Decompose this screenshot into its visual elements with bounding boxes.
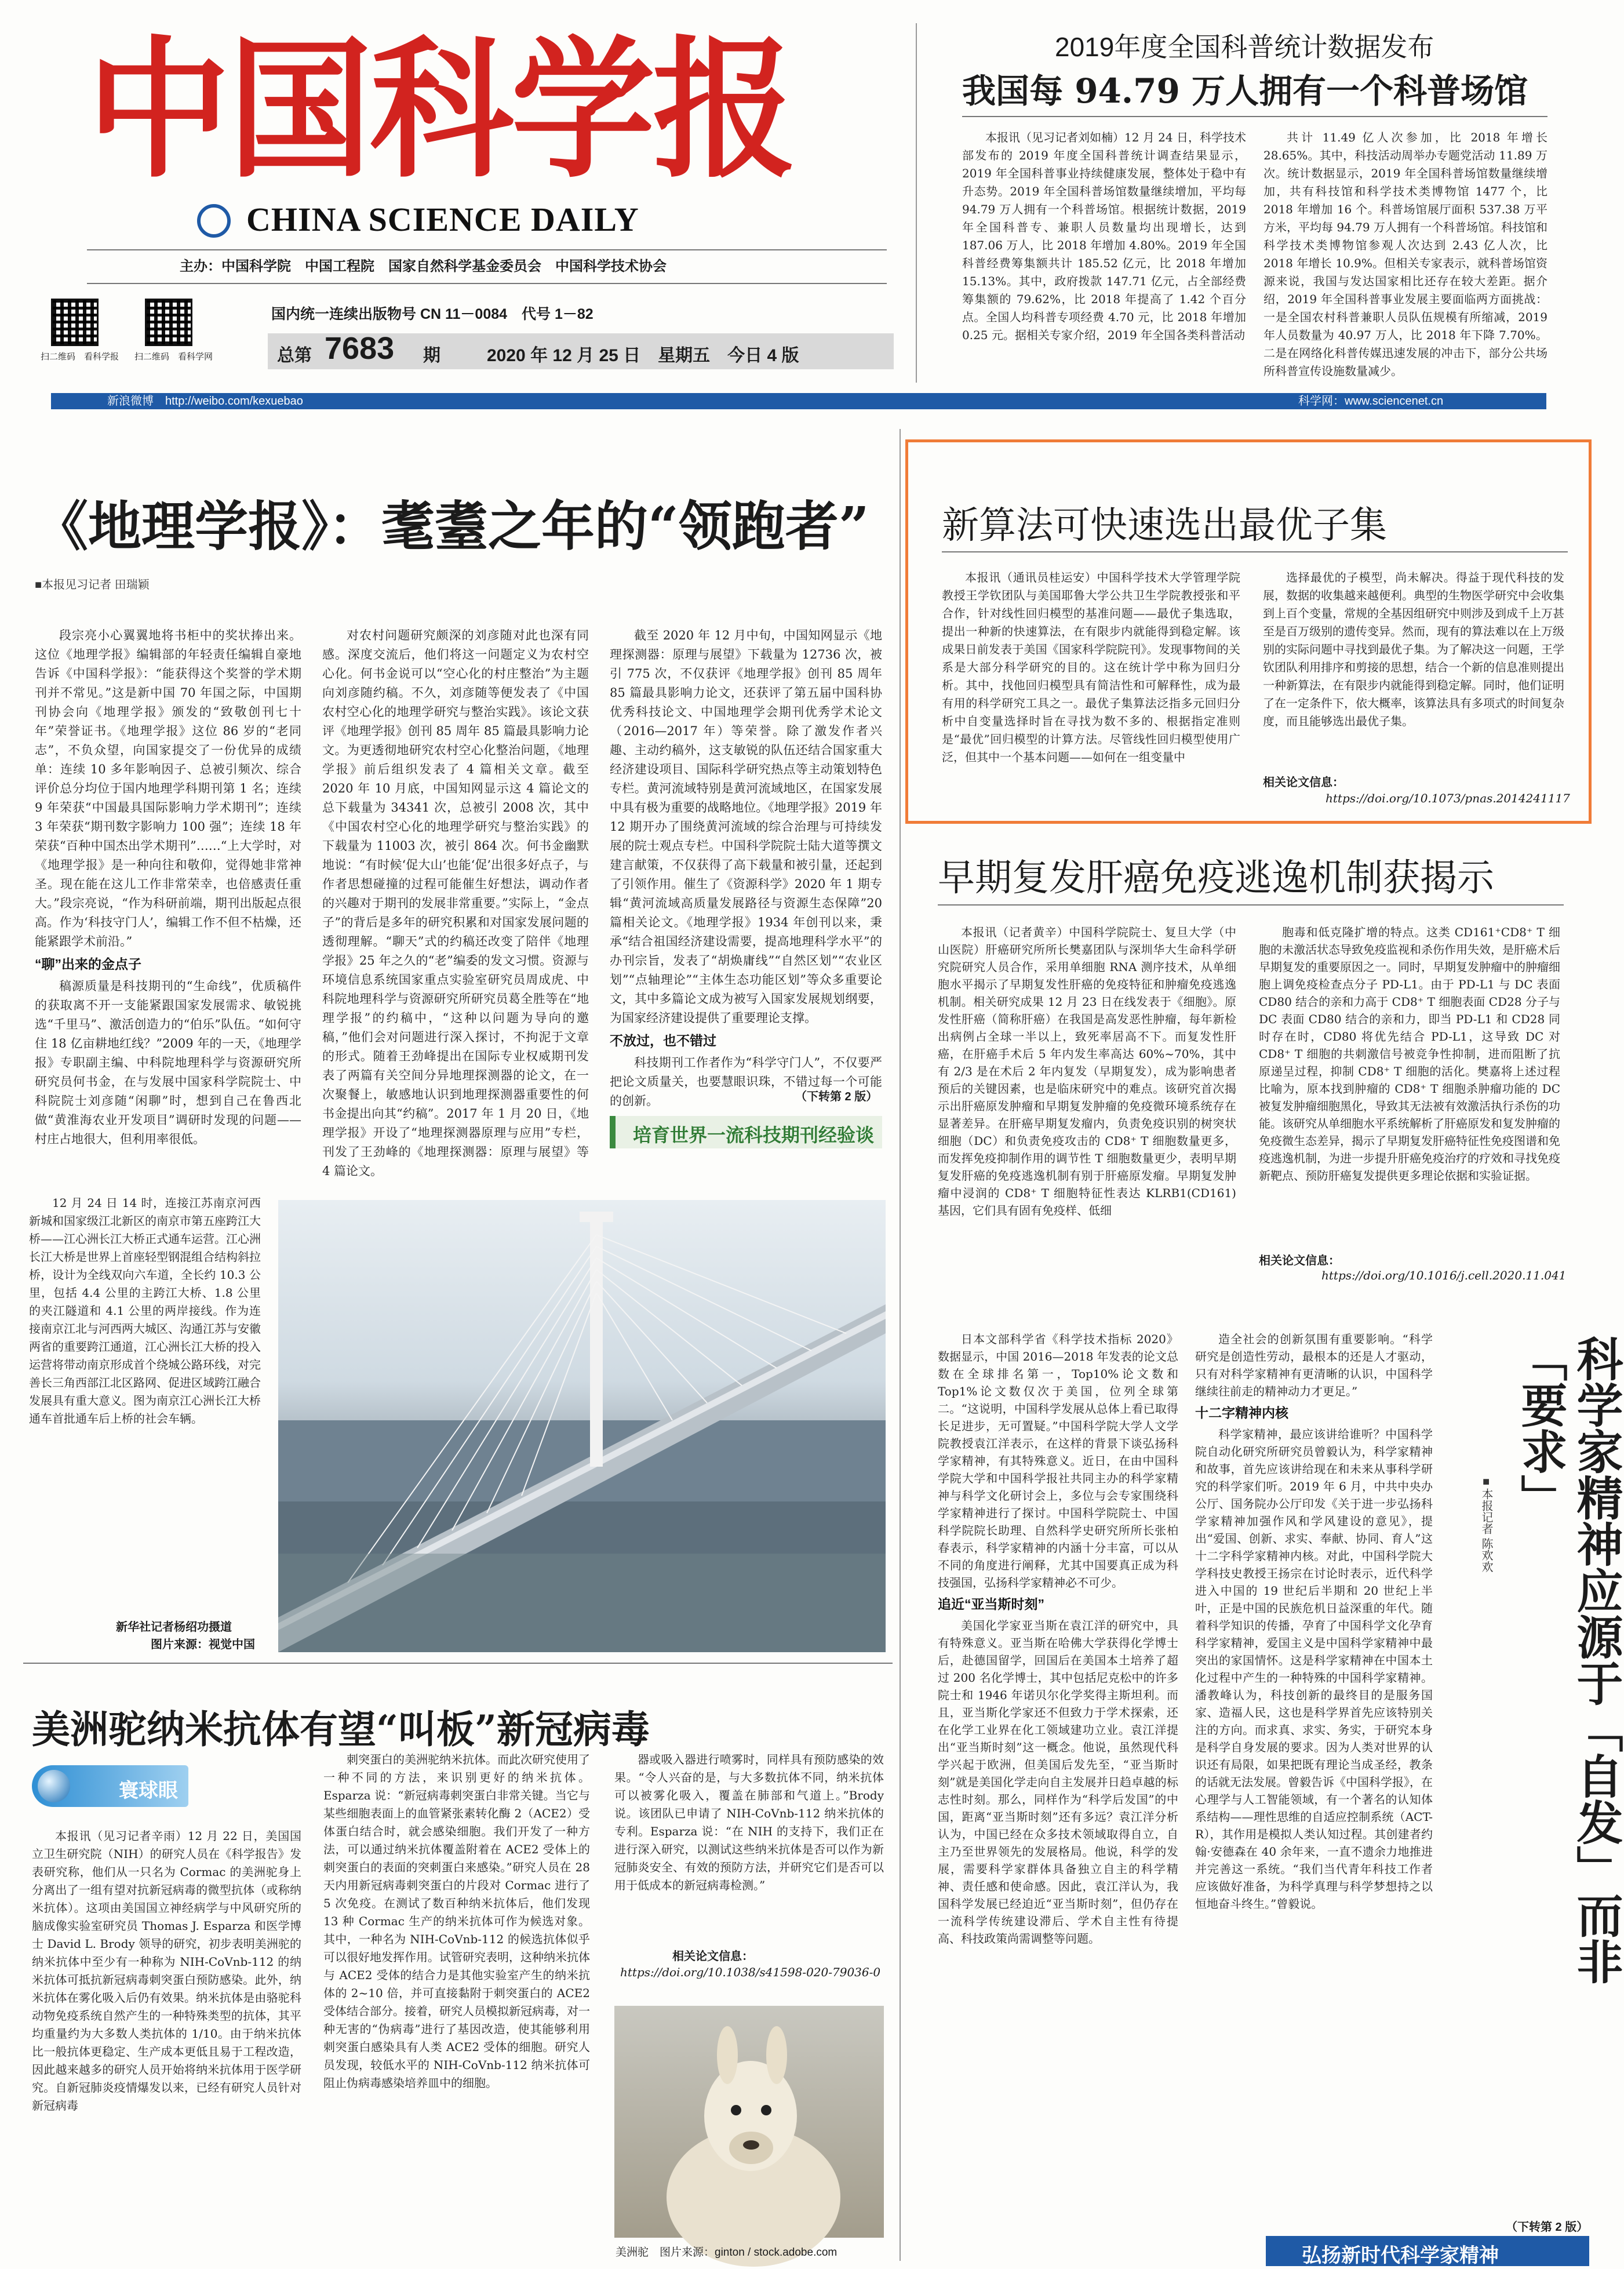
website-link[interactable]: 科学网：www.sciencenet.cn xyxy=(1298,395,1444,408)
llama-caption: 美洲驼 图片来源：ginton / stock.adobe.com xyxy=(616,2246,838,2259)
algo-col-1: 本报讯（通讯员桂运安）中国科学技术大学管理学院教授王学钦团队与美国耶鲁大学公共卫生学院教授张和平合作，针对线性回归模型的基准问题——最优子集选取，提出一种新的快速算法，在有限步内就能得到稳定解。该成果日前发表于美国《国家科学院院刊》。发现事物间的关系是大部分科学研究的目的。这在统计学中称为回归分析。其中，找他回归模型具有简洁性和可解释性，成为最有用的科学研究工具之一。最优子集算法泛指多元回归分析中自变量选择时旨在寻找为数不多的、根据指定准则是“最优”回归模型的计算方法。尽管线性回归模型使用广泛，但其中一个基本问题——如何在一组变量中 xyxy=(942,570,1240,764)
qr-code-newspaper[interactable] xyxy=(51,299,99,346)
algo-col-2: 选择最优的子模型，尚未解决。得益于现代科技的发展，数据的收集越来越便利。典型的生物医学研究中会收集到上百个变量，常规的全基因组研究中则涉及到成千上万甚至是百万级别的遗传变异。然而，现有的算法难以在上万级别的实际问题中寻找到最优子集。为了解决这一问题，王学钦团队利用排序和剪接的思想，结合一个新的信息准则提出一种新算法，在有限步内就能得到稳定解。同时，他们证明了在一定条件下，依大概率，该算法具有多项式的时间复杂度，而且能够选出最优子集。 xyxy=(1263,570,1564,728)
geo-story xyxy=(0,429,901,1177)
liver-title[interactable]: 早期复发肝癌免疫逃逸机制获揭示 xyxy=(938,857,1494,899)
spirit-col-2-text: 造全社会的创新氛围有重要影响。“科学研究是创造性劳动，最根本的还是人才驱动，只有对科学家精神有更清晰的认识，中国科学继续往前走的精神动力才更足。” xyxy=(1195,1332,1433,1398)
geo-byline: ■本报见习记者 田瑞颖 xyxy=(35,579,150,591)
bridge-illustration xyxy=(278,1200,886,1652)
top-story xyxy=(933,17,1547,388)
qr-code-sciencenet[interactable] xyxy=(145,299,192,346)
geo-col-1b-text: 稿源质量是科技期刊的“生命线”，优质稿件的获取离不开一支能紧跟国家发展需求、敏锐挑选“千里马”、激活创造力的“伯乐”队伍。“如何守住 18 亿亩耕地红线？”2009 年的一天，《地理学报》专职副主编、中科院地理科学与资源研究所研究员何书金，在与发展中国家科学院院士、中科院院士刘彦随“闲聊”时，想到自己在鲁西北做“黄淮海农业开发项目”调研时发现的问题——村庄占地很大，但利用率很低。 xyxy=(35,979,301,1146)
llama-photo xyxy=(614,2006,884,2238)
geo-subhead-2: 不放过，也不错过 xyxy=(610,1033,716,1048)
geo-continued: （下转第 2 版） xyxy=(795,1090,878,1103)
masthead-emblem-icon xyxy=(197,204,231,238)
antibody-title[interactable]: 美洲驼纳米抗体有望“叫板”新冠病毒 xyxy=(32,1707,650,1752)
geo-col-2-text: 对农村问题研究颇深的刘彦随对此也深有同感。深度交流后，他们将这一问题定义为农村空心化。何书金说可以“空心化的村庄整治”为主题向刘彦随约稿。不久，刘彦随等便发表了《中国农村空心化的地理学研究与整治实践》。该论文获评《地理学报》创刊 85 周年 85 篇最具影响力论文。为更透彻地研究农村空心化整治问题，《地理学报》前后组织发表了 4 篇相关文章。截至 2020 年 10 月底，中国知网显示这 4 篇论文的总下载量为 34341 次，总被引 2008 次，其中《中国农村空心化的地理学研究与整治实践》的下载量为 11003 次，被引 864 次。何书金幽默地说：“有时候‘促大山’也能‘促’出很多好点子，与作者思想碰撞的过程可能催生好想法，调动作者的兴趣对于期刊的发展非常重要。”实际上，“金点子”的背后是多年的研究积累和对国家发展问题的透彻理解。“聊天”式的约稿还改变了陪伴《地理学报》25 年之久的“老”编委的发文习惯。资源与环境信息系统国家重点实验室研究员周成虎、中科院地理科学与资源研究所研究员葛全胜等在“地理学报”的约稿中，“这种以问题为导向的邀稿，”他们会对问题进行深入探讨，不拘泥于文章的形式。随着王劲峰提出在国际专业权威期刊发表了两篇有关空间分异地理探测器的论文，在一次聚餐上，敏感地认识到地理探测器重要性的何书金提出向其“约稿”。2017 年 1 月 20 日，《地理学报》开设了“地理探测器原理与应用”专栏，刊发了王劲峰的《地理探测器：原理与展望》等 4 篇论文。 xyxy=(322,628,589,1178)
antibody-col-1: 本报讯（见习记者辛雨）12 月 22 日，美国国立卫生研究院（NIH）的研究人员在《科学报告》发表研究称，他们从一只名为 Cormac 的美洲驼身上分离出了一组有望对抗新冠病毒的微型抗体（或称纳米抗体）。这项由美国国立神经病学与中风研究所的脑成像实验室研究员 Thomas J. Esparza 和医学博士 David L. Brody 领导的研究，初步表明美洲驼的纳米抗体中至少有一种称为 NIH-CoVnb-112 的纳米抗体可抵抗新冠病毒刺突蛋白预防感染。此外，纳米抗体在雾化吸入后仍有效果。纳米抗体是由骆驼科动物免疫系统自然产生的一种特殊类型的抗体，其平均重量约为大多数人类抗体的 1/10。由于纳米抗体比一般抗体更稳定、生产成本更低且易于工程改造，因此越来越多的研究人员开始将纳米抗体用于医学研究。自新冠肺炎疫情爆发以来，已经有研究人员针对新冠病毒 xyxy=(32,1829,301,2112)
algo-story[interactable] xyxy=(905,439,1592,824)
bridge-caption-text: 12 月 24 日 14 时，连接江苏南京河西新城和国家级江北新区的南京市第五座跨江大桥——江心洲长江大桥正式通车运营。江心洲长江大桥是世界上首座轻型钢混组合结构斜拉桥，设计为全线双向六车道，全长约 10.3 公里，包括 4.4 公里的主跨江大桥、1.8 公里的夹江隧道和 4.1 公里的两岸接线。作为连接南京江北与河西两大城区、沟通江苏与安徽两省的重要跨江通道，江心洲长江大桥的投入运营将带动南京形成首个绕城公路环线，对完善长三角西部江北区路网、促进区域跨江融合发展具有重大意义。图为南京江心洲长江大桥通车首批通车后上桥的社会车辆。 xyxy=(29,1196,261,1426)
spirit-byline: ■本报记者 陈欢欢 xyxy=(1480,1475,1492,1573)
spirit-col-1-text: 日本文部科学省《科学技术指标 2020》数据显示，中国 2016—2018 年发表的论文总数在全球排名第一，Top10%论文数和 Top1%论文数仅次于美国，位列全球第二。“这说明，中国科学发展从总体上看已取得长足进步，无可置疑。”中国科学院大学人文学院教授袁江洋表示，在这样的背景下谈弘扬科学家精神，有其特殊意义。近日，在由中国科学院大学和中国科学报社共同主办的科学家精神与科学文化研讨会上，多位与会专家围绕科学家精神进行了探讨。中国科学院院士、中国科学院院长助理、自然科学史研究所所长张柏春表示，科学家精神的内涵十分丰富，可以从不同的角度进行阐释，尤其中国要真正成为科技强国，弘扬科学家精神必不可少。 xyxy=(938,1332,1178,1590)
antibody-col-2: 刺突蛋白的美洲驼纳米抗体。而此次研究使用了一种不同的方法，来识别更好的纳米抗体。Esparza 说：“新冠病毒刺突蛋白非常关键。当它与某些细胞表面上的血管紧张素转化酶 2（ACE2）受体蛋白结合时，就会感染细胞。我们开发了一种方法，可以通过纳米抗体覆盖附着在 ACE2 受体上的刺突蛋白的表面的突刺蛋白来感染。”研究人员在 28 天内用新冠病毒刺突蛋白的片段对 Cormac 进行了 5 次免疫。在测试了数百种纳米抗体后，他们发现 13 种 Cormac 生产的纳米抗体可作为候选对象。其中，一种名为 NIH-CoVnb-112 的候选抗体似乎可以很好地发挥作用。试管研究表明，这种纳米抗体与 ACE2 受体的结合力是其他实验室产生的纳米抗体的 2~10 倍，并可直接黏附于刺突蛋白的 ACE2 受体结合部分。接着，研究人员模拟新冠病毒，对一种无害的“伪病毒”进行了基因改造，使其能够利用刺突蛋白感染具有人类 ACE2 受体的细胞。研究人员发现，较低水平的 NIH-CoVnb-112 纳米抗体可阻止伪病毒感染培养皿中的细胞。 xyxy=(323,1752,590,2090)
geo-col-3b-text: 科技期刊工作者作为“科学守门人”，不仅要严把论文质量关，也要慧眼识珠，不错过每一个可能的创新。 xyxy=(610,1056,882,1108)
antibody-col-3: 器或吸入器进行喷雾时，同样具有预防感染的效果。“令人兴奋的是，与大多数抗体不同，纳米抗体可以被雾化吸入，覆盖在肺部和气道上。”Brody 说。该团队已申请了 NIH-CoVnb-112 纳米抗体的专利。Esparza 说：“在 NIH 的支持下，我们正在进行深入研究，以测试这些纳米抗体是否可以作为新冠肺炎安全、有效的预防方法，并研究它们是否可以用于低成本的新冠病毒检测。” xyxy=(614,1752,884,1892)
top-story-title[interactable]: 我国每 94.79 万人拥有一个科普场馆 xyxy=(962,71,1528,111)
bridge-photo xyxy=(278,1200,886,1652)
masthead-title-en: CHINA SCIENCE DAILY xyxy=(246,201,639,238)
antibody-ref-label: 相关论文信息： xyxy=(672,1950,753,1963)
bridge-credit-2: 图片来源：视觉中国 xyxy=(151,1638,255,1651)
geo-banner-text: 培育世界一流科技期刊经验谈 xyxy=(633,1125,875,1146)
algo-ref-label: 相关论文信息： xyxy=(1263,776,1344,789)
algo-ref-link[interactable]: https://doi.org/10.1073/pnas.2014241117 xyxy=(1326,791,1570,805)
spirit-col-1 xyxy=(938,1330,1178,2258)
bridge-caption xyxy=(29,1194,261,1658)
qr-label-1: 扫二维码 看科学报 xyxy=(41,352,119,362)
liver-story xyxy=(904,826,1593,1296)
liver-ref-label: 相关论文信息： xyxy=(1259,1255,1340,1267)
spirit-story xyxy=(904,1301,1623,2269)
issue-suffix: 期 xyxy=(423,346,440,365)
liver-col-1: 本报讯（记者黄辛）中国科学院院士、复旦大学（中山医院）肝癌研究所所长樊嘉团队与深圳华大生命科学研究院研究人员合作，采用单细胞 RNA 测序技术，从单细胞水平揭示了早期复发性肝癌的免疫特征和肿瘤免疫逃逸机制。相关研究成果 12 月 23 日在线发表于《细胞》。原发性肝癌（简称肝癌）在我国是高发恶性肿瘤，每年新检出病例占全球一半以上，致死率居高不下。而复发性肝癌，在肝癌手术后 5 年内发生率高达 60%~70%，其中有 2/3 是在术后 2 年内复发（早期复发），成为影响患者预后的关键因素，也是临床研究中的难点。该研究首次揭示出肝癌原发肿瘤和早期复发肿瘤的免疫微环境系统存在显著差异。在肝癌早期复发瘤内，负责免疫识别的树突状细胞（DC）和负责免疫攻击的 CD8⁺ T 细胞数量更多，而发挥免疫抑制作用的调节性 T 细胞数量更少，表明早期复发肝癌的免疫逃逸机制有别于肝癌原发瘤。早期复发肿瘤中浸润的 CD8⁺ T 细胞特征性表达 KLRB1(CD161) 基因，它们具有固有免疫样、低细 xyxy=(938,925,1236,1217)
masthead-sponsors: 主办：中国科学院 中国工程院 国家自然科学基金委员会 中国科学技术协会 xyxy=(180,259,667,274)
spirit-banner xyxy=(1266,2236,1589,2266)
spirit-col-2b-text: 科学家精神，最应该讲给谁听？中国科学院自动化研究所研究员曾毅认为，科学家精神和故事，首先应该讲给现在和未来从事科学研究的科学家们听。2019 年 6 月，中共中央办公厅、国务院办公厅印发《关于进一步弘扬科学家精神加强作风和学风建设的意见》，提出“爱国、创新、求实、奉献、协同、育人”这十二字科学家精神内核。对此，中国科学院大学科技史教授王扬宗在讨论时表示，近代科学进入中国的 19 世纪后半期和 20 世纪上半叶，正是中国的民族危机日益深重的年代。随着科学知识的传播，孕育了中国科学文化孕育科学家精神，爱国主义是中国科学家精神中最突出的家国情怀。这是科学家精神在中国本土化过程中产生的一种特殊的中国科学家精神。潘教峰认为，科技创新的最终目的是服务国家、造福人民，这也是科学界首先应该特别关注的方向。而求真、求实、务实，于研究本身是科学自身发展的要求。因为人类对世界的认识还有局限，如果把既有理论当成圣经，教条的话就无法发展。曾毅告诉《中国科学报》，在心理学与人工智能领域，有一个著名的认知体系结构——理性思维的自适应控制系统（ACT-R），其作用是模拟人类认知过程。其创建者约翰·安德森在 40 余年来，一直不遗余力地推进并完善这一系统。“我们当代青年科技工作者应该做好准备，为科学真理与科学梦想持之以恒地奋斗终生。”曾毅说。 xyxy=(1195,1427,1433,1911)
weibo-link[interactable]: 新浪微博 http://weibo.com/kexuebao xyxy=(107,395,303,408)
geo-col-1 xyxy=(35,626,301,1177)
geo-col-1-text: 段宗亮小心翼翼地将书柜中的奖状捧出来。这位《地理学报》编辑部的年轻责任编辑自豪地告诉《中国科学报》：“能获得这个奖誉的学术期刊并不常见。”这是新中国 70 年国之际，中国期刊协会向《地理学报》颁发的“致敬创刊七十年”荣誉证书。《地理学报》这位 86 岁的“老同志”，不负众望，向国家提交了一份优异的成绩单：连续 10 多年影响因子、总被引频次、综合评价总分均位于国内地理学科期刊第 1 名；连续 9 年荣获“中国最具国际影响力学术期刊”；连续 3 年荣获“期刊数字影响力 100 强”；连续 18 年荣获“百种中国杰出学术期刊”……“上大学时，对《地理学报》是一种向往和敬仰，觉得她非常神圣。现在能在这儿工作非常荣幸，也倍感责任重大。”段宗亮说，“作为科研前端，期刊出版起点很高。作为‘科技守门人’，编辑工作不但不枯燥，还能紧跟学术前沿。” xyxy=(35,628,301,948)
issn-line: 国内统一连续出版物号 CN 11－0084 代号 1－82 xyxy=(271,306,593,322)
issue-number: 7683 xyxy=(325,331,395,366)
antibody-ref-link[interactable]: https://doi.org/10.1038/s41598-020-79036-0 xyxy=(620,1965,881,1979)
geo-subhead-1: “聊”出来的金点子 xyxy=(35,957,141,972)
spirit-continued: （下转第 2 版） xyxy=(1506,2221,1589,2234)
qr-label-2: 扫二维码 看科学网 xyxy=(134,352,213,362)
masthead-title: 中国科学报 xyxy=(87,21,794,199)
spirit-col-1b-text: 美国化学家亚当斯在袁江洋的研究中，具有特殊意义。亚当斯在哈佛大学获得化学博士后，赴德国留学，回国后在美国本土培养了超过 200 名化学博士，其中包括尼克松中的许多院士和 1946 年诺贝尔化学奖得主斯坦利。而且，亚当斯化学家还不但致力于学术探索，还在化学工业界在化工领域建功立业。袁江洋提出“亚当斯时刻”这一概念。他说，虽然现代科学兴起于欧洲，但美国后发先至，“亚当斯时刻”就是美国化学走向自主发展并日趋卓越的标志性时刻。那么，同样作为“科学后发国”的中国，距离“亚当斯时刻”还有多远？袁江洋分析认为，中国已经在众多技术领域取得自立，自主乃至世界领先的发展格局。他说，科学的发展，需要科学家群体具备独立自主的科学精神、责任感和使命感。因此，袁江洋认为，我国科学发展已经迫近“亚当斯时刻”，但仍存在一流科学传统建设滞后、学术自主性有待提高、科技政策尚需调整等问题。 xyxy=(938,1619,1178,1946)
spirit-banner-text: 弘扬新时代科学家精神 xyxy=(1302,2245,1499,2267)
top-story-kicker: 2019年度全国科普统计数据发布 xyxy=(1055,32,1434,62)
geo-title[interactable]: 《地理学报》：耄耋之年的“领跑者” xyxy=(35,495,869,558)
top-story-col-2: 共计 11.49 亿人次参加，比 2018 年增长 28.65%。其中，科技活动周举办专题党活动 11.89 万次。统计数据显示，2019 年全国科普场馆数量继续增加，共有科技馆和科学技术类博物馆 1477 个，比 2018 年增加 16 个。科普场馆展厅面积 537.38 万平方米，平均每 94.79 万人拥有一个科普场馆。科技馆和科学技术类博物馆参观人次达到 2.43 亿人次，比 2018 年增长 10.9%。但相关专家表示，就科普场馆资源来说，我国与发达国家相比还存在较大差距。据介绍，2019 年全国科普事业发展主要面临两方面挑战：一是全国农村科普兼职人员队伍规模有所缩减，2019 年人员数量为 40.97 万人，比 2018 年下降 7.70%。二是在网络化科普传媒迅速发展的冲击下，部分公共场所科普宣传设施数量减少。 xyxy=(1263,130,1547,378)
geo-banner xyxy=(610,1116,882,1148)
antibody-story xyxy=(0,1670,901,2269)
top-story-col-1: 本报讯（见习记者刘如楠）12 月 24 日，科学技术部发布的 2019 年度全国科普统计调查结果显示，2019 年全国科普事业持续健康发展，整体处于稳中有升态势。2019 年全国科普场馆数量继续增加，平均每 94.79 万人拥有一个科普场馆。根据统计数据，2019 年全国科普专、兼职人员数量均出现增长，达到 187.06 万人，比 2018 年增加 4.80%。2019 年全国科普经费筹集额共计 185.52 亿元，比 2018 年增加 15.13%。其中，政府拨款 147.71 亿元，占全部经费筹集额的 79.62%，比 2018 年提高了 1.42 个百分点。全国人均科普专项经费 4.70 元，比 2018 年增加 0.25 元。据相关专家介绍，2019 年全国各类科普活动 xyxy=(962,130,1246,342)
date-line: 2020 年 12 月 25 日 星期五 今日 4 版 xyxy=(487,346,799,365)
column-tag: 寰球眼 xyxy=(119,1780,178,1802)
geo-col-2 xyxy=(322,626,589,1177)
geo-col-3-text: 截至 2020 年 12 月中旬，中国知网显示《地理探测器：原理与展望》下载量为 12736 次，被引 775 次，不仅获评《地理学报》创刊 85 周年 85 篇最具影响力论文，还获评了第五届中国科协优秀科技论文、中国地理学会期刊优秀学术论文（2016—2017 年）等荣誉。除了激发作者兴趣、主动约稿外，这支敏锐的队伍还结合国家重大经济建设项目、国际科学研究热点等主动策划特色专栏。黄河流域特别是黄河流域地区，在国家发展中具有极为重要的战略地位。《地理学报》2019 年 12 期开办了围绕黄河流域的综合治理与可持续发展的院士观点专栏。中国科学院院士陆大道等撰文建言献策，不仅获得了高下载量和被引量，还起到了引领作用。催生了《资源科学》2020 年 1 期专辑“黄河流域高质量发展路径与资源生态保障”20 篇相关论文。《地理学报》1934 年创刊以来，秉承“结合祖国经济建设需要，提高地理科学水平”的办刊宗旨，发表了“胡焕庸线”“自然区划”“农业区划”“点轴理论”“主体生态功能区划”等众多重要论文，其中多篇论文成为被写入国家发展规划纲要，为国家经济建设提供了重要理论支撑。 xyxy=(610,628,882,1025)
spirit-col-2 xyxy=(1195,1330,1433,2232)
algo-title[interactable]: 新算法可快速选出最优子集 xyxy=(942,504,1387,546)
llama-illustration xyxy=(614,2006,884,2238)
liver-col-2: 胞毒和低克隆扩增的特点。这类 CD161⁺CD8⁺ T 细胞的未激活状态导致免疫监视和杀伤作用失效，是肝癌术后早期复发的重要原因之一。同时，早期复发肿瘤中的肿瘤细胞上调免疫检查点分子 PD-L1。由于 PD-L1 与 DC 表面 CD80 结合的亲和力高于 CD8⁺ T 细胞表面 CD28 分子与 DC 表面 CD80 结合的亲和力，即当 PD-L1 和 CD28 同时存在时，CD80 将优先结合 PD-L1，这导致 DC 对 CD8⁺ T 细胞的共刺激信号被竞争性抑制，进而阻断了抗原递呈过程，抑制 CD8⁺ T 细胞的活化。樊嘉将上述过程比喻为，原本找到肿瘤的 CD8⁺ T 细胞杀肿瘤功能的 DC 被复发肿瘤细胞黑化，导致其无法被有效激活执行杀伤的功能。该研究从单细胞水平系统解析了肝癌原发和复发肿瘤的免疫微生态差异，揭示了早期复发肝癌特征性免疫图谱和免疫逃逸机制，为进一步提升肝癌免疫治疗的疗效和寻找免疫新靶点、预防肝癌复发提供更多理论依据和实验证据。 xyxy=(1259,925,1560,1183)
globe-icon xyxy=(38,1770,70,1802)
spirit-vertical-title[interactable]: 科学家精神应源于「自发」而非「要求」 xyxy=(1513,1335,1623,1984)
issue-prefix: 总第 xyxy=(277,346,312,365)
globe-eye-badge xyxy=(32,1765,188,1807)
spirit-subhead-1: 追近“亚当斯时刻” xyxy=(938,1597,1044,1612)
spirit-subhead-2: 十二字精神内核 xyxy=(1195,1405,1288,1420)
bridge-credit-1: 新华社记者杨绍功摄道 xyxy=(116,1621,232,1634)
liver-ref-link[interactable]: https://doi.org/10.1016/j.cell.2020.11.041 xyxy=(1321,1268,1567,1282)
